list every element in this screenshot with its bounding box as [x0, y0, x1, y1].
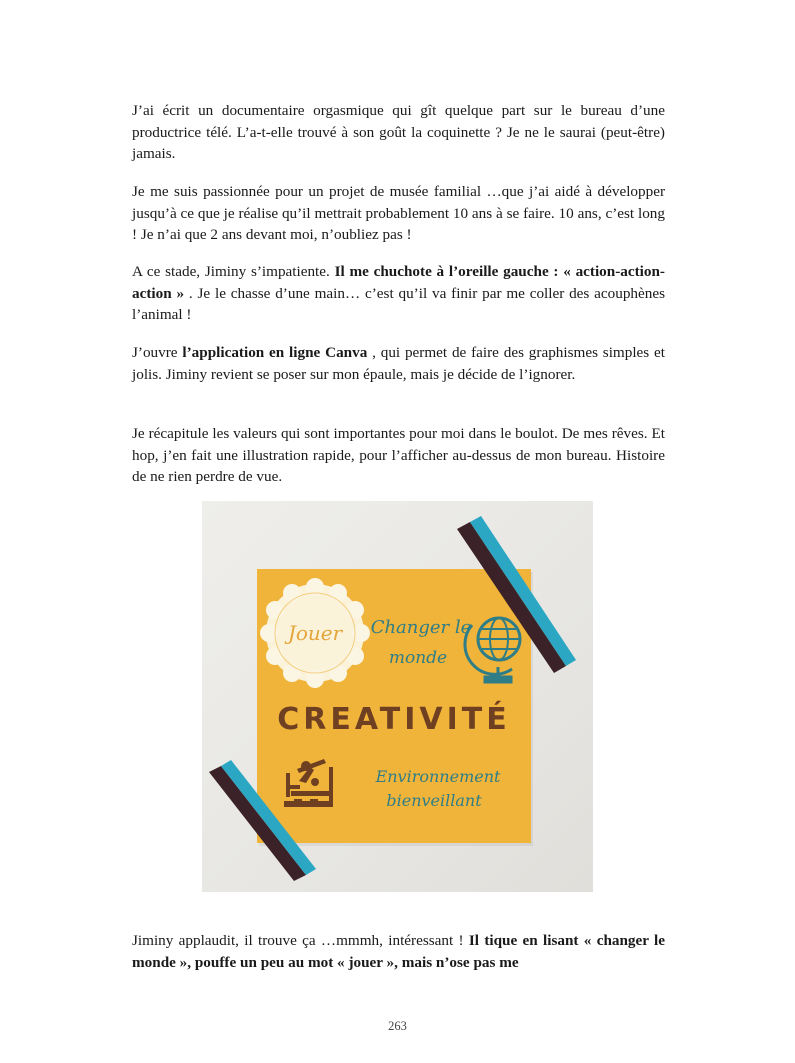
paragraph-documentary: J’ai écrit un documentaire orgasmique qui gît quelque part sur le bureau d’une productrice télé. L’a-t-elle trouvé à son goût la coquinette ? Je ne le saurai (peut-être) jamais. — [132, 102, 665, 163]
paragraph-values: Je récapitule les valeurs qui sont importantes pour moi dans le boulot. De mes rêves. Et hop, j’en fait une illustration rapide, pour l’afficher au-dessus de mon bureau. Histoire de ne rien perdre de vue. — [132, 425, 665, 486]
text-segment: J’ouvre — [132, 344, 183, 361]
text-segment: , qui permet de faire des graphismes simples et jolis. Jiminy revient se poser sur mon épaule, mais je décide de l’ignorer. — [132, 344, 665, 383]
word-change-line2: monde — [388, 648, 448, 668]
bold-segment: l’application en ligne Canva — [182, 344, 368, 361]
paragraph-jiminy-impatient — [132, 261, 665, 326]
bold-segment: Il tique en lisant « changer le monde », pouffe un peu au mot « jouer », mais n’ose pas me — [132, 932, 666, 971]
page-number: 263 — [388, 1019, 407, 1033]
word-creativity: CREATIVITÉ — [277, 702, 511, 737]
word-environment: Environnement — [375, 767, 501, 786]
paragraph-jiminy-applauds — [132, 930, 665, 973]
word-play: Jouer — [287, 621, 343, 645]
poster-photo — [202, 501, 593, 892]
text-segment: A ce stade, Jiminy s’impatiente. — [132, 263, 335, 280]
word-benevolent: bienveillant — [386, 791, 482, 810]
paragraph-museum-project: Je me suis passionnée pour un projet de musée familial …que j’ai aidé à développer jusqu’à ce que je réalise qu’il mettrait probablement 10 ans à se faire. 10 ans, c’est long ! Je n’ai que 2 ans devant moi, n’oubliez pas ! — [132, 183, 665, 244]
paragraph-canva — [132, 342, 665, 385]
word-change-line1: Changer le — [370, 617, 472, 638]
text-segment: Jiminy applaudit, il trouve ça …mmmh, intéressant ! — [132, 932, 469, 949]
text-segment: . Je le chasse d’une main… c’est qu’il va finir par me coller des acouphènes l’animal ! — [132, 284, 665, 324]
bold-segment: Il me chuchote à l’oreille gauche : « action-action-action » — [132, 263, 665, 302]
